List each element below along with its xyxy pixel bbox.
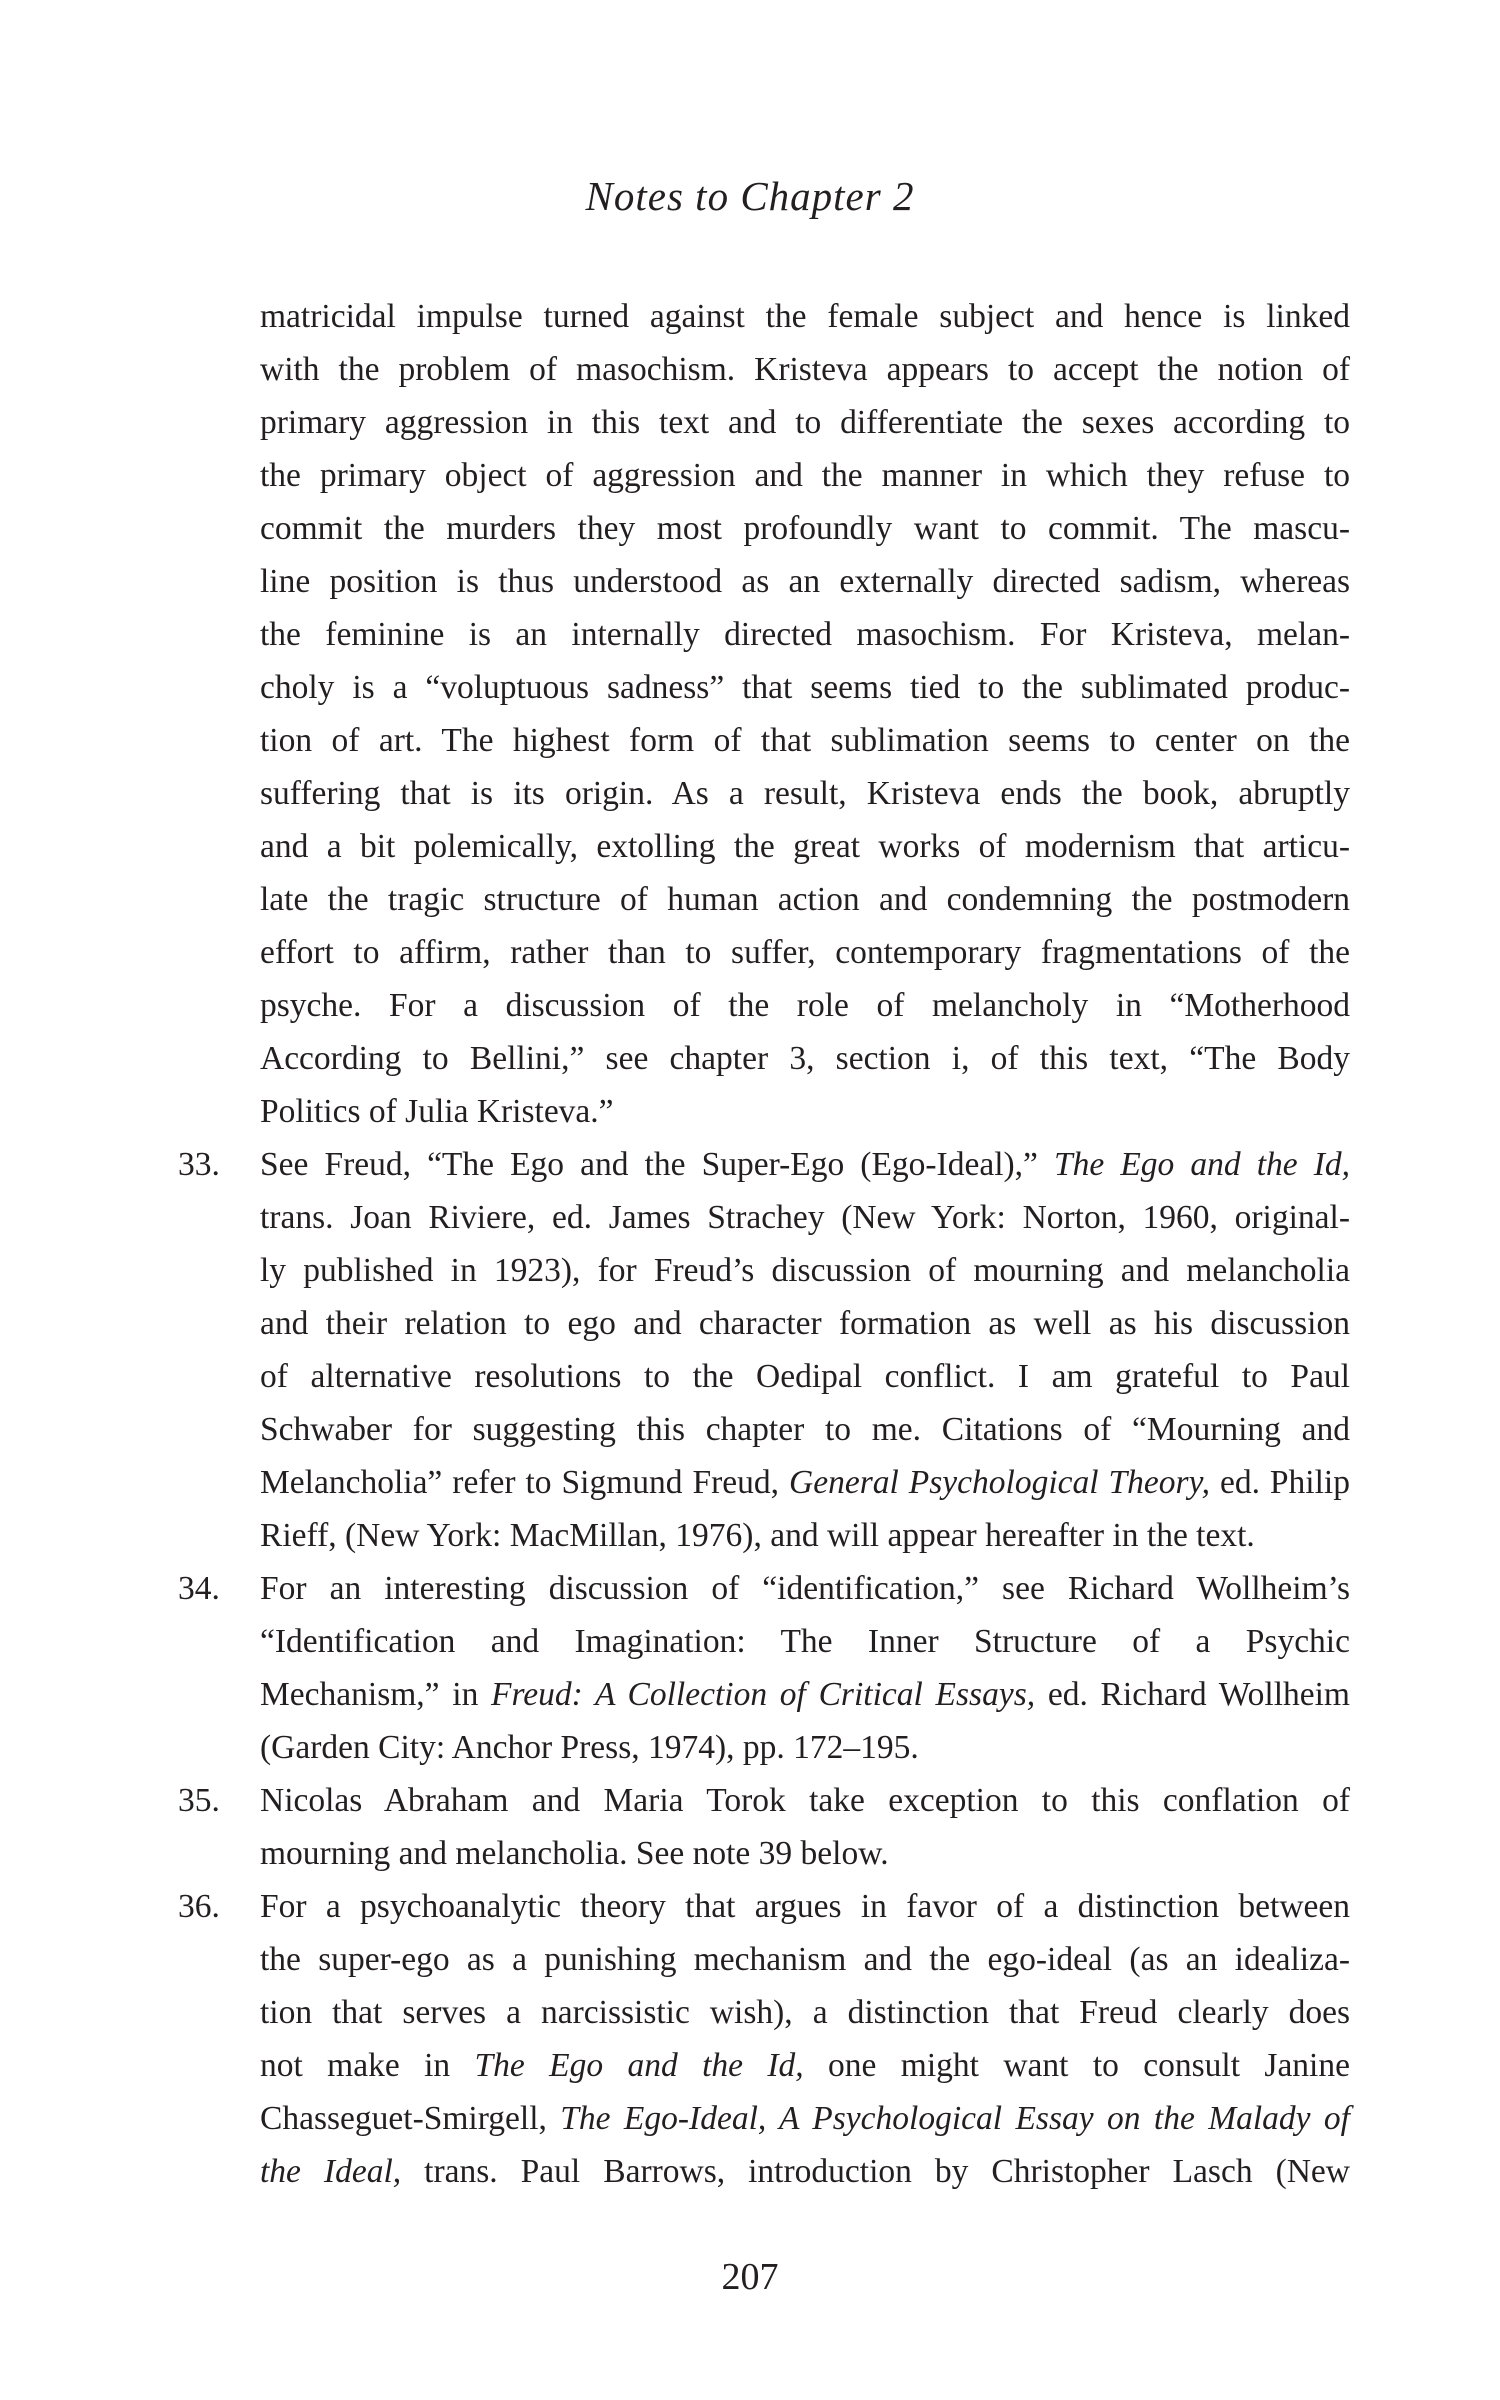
text-line: the primary object of aggression and the manner in which they refuse to — [260, 457, 1350, 494]
book-title: General Psychological Theory, — [789, 1464, 1210, 1501]
text-line — [260, 2145, 1350, 2198]
text-line: Rieff, (New York: MacMillan, 1976), and will appear hereafter in the text. — [260, 1517, 1255, 1554]
text-line: (Garden City: Anchor Press, 1974), pp. 172–195. — [260, 1729, 919, 1766]
text-line — [260, 1456, 1350, 1509]
text-run: For a psychoanalytic theory that argues in favor of a distinction between — [260, 1888, 1350, 1925]
note-35 — [178, 1774, 1350, 1880]
text-line: and their relation to ego and character formation as well as his discussion — [260, 1305, 1350, 1342]
note-33 — [178, 1138, 1350, 1562]
text-line: choly is a “voluptuous sadness” that seems tied to the sublimated produc- — [260, 669, 1350, 706]
text-line: effort to affirm, rather than to suffer, contemporary fragmentations of the — [260, 934, 1350, 971]
book-title: the Ideal, — [260, 2153, 402, 2190]
text-line: commit the murders they most profoundly want to commit. The mascu- — [260, 510, 1350, 547]
text-line: “Identification and Imagination: The Inner Structure of a Psychic — [260, 1623, 1350, 1660]
text-line — [178, 1774, 1350, 1827]
book-title: The Ego-Ideal, A Psychological Essay on the Malady of — [560, 2100, 1350, 2137]
running-head: Notes to Chapter 2 — [585, 173, 915, 219]
text-line: mourning and melancholia. See note 39 below. — [260, 1835, 889, 1872]
text-line — [178, 1880, 1350, 1933]
text-line — [178, 1562, 1350, 1615]
note-number: 34. — [178, 1570, 220, 1607]
text-line: late the tragic structure of human action and condemning the postmodern — [260, 881, 1350, 918]
text-line: According to Bellini,” see chapter 3, section i, of this text, “The Body — [260, 1040, 1350, 1077]
text-line: trans. Joan Riviere, ed. James Strachey (New York: Norton, 1960, original- — [260, 1199, 1350, 1236]
text-run: ed. Philip — [1209, 1464, 1350, 1501]
note-number: 36. — [178, 1888, 220, 1925]
text-run: ed. Richard Wollheim — [1035, 1676, 1350, 1713]
text-line — [260, 1668, 1350, 1721]
text-line: with the problem of masochism. Kristeva appears to accept the notion of — [260, 351, 1350, 388]
note-32-continuation — [260, 290, 1350, 1138]
text-line: primary aggression in this text and to differentiate the sexes according to — [260, 404, 1350, 441]
page-number: 207 — [721, 2256, 779, 2298]
book-title: The Ego and the Id, — [474, 2047, 804, 2084]
text-line: ly published in 1923), for Freud’s discussion of mourning and melancholia — [260, 1252, 1350, 1289]
text-line: Politics of Julia Kristeva.” — [260, 1093, 614, 1130]
note-number: 35. — [178, 1782, 220, 1819]
text-line — [260, 2039, 1350, 2092]
note-34 — [178, 1562, 1350, 1774]
book-title: Freud: A Collection of Critical Essays, — [491, 1676, 1036, 1713]
text-line: tion of art. The highest form of that sublimation seems to center on the — [260, 722, 1350, 759]
text-line: of alternative resolutions to the Oedipal conflict. I am grateful to Paul — [260, 1358, 1350, 1395]
note-36 — [178, 1880, 1350, 2198]
text-run: For an interesting discussion of “identification,” see Richard Wollheim’s — [260, 1570, 1350, 1607]
text-run: Melancholia” refer to Sigmund Freud, — [260, 1464, 790, 1501]
note-number: 33. — [178, 1146, 220, 1183]
text-line: Schwaber for suggesting this chapter to me. Citations of “Mourning and — [260, 1411, 1350, 1448]
text-run: Mechanism,” in — [260, 1676, 492, 1713]
text-line: tion that serves a narcissistic wish), a distinction that Freud clearly does — [260, 1994, 1350, 2031]
text-run: Nicolas Abraham and Maria Torok take exception to this conflation of — [260, 1782, 1350, 1819]
text-run: Chasseguet-Smirgell, — [260, 2100, 561, 2137]
text-line: and a bit polemically, extolling the great works of modernism that articu- — [260, 828, 1350, 865]
book-title: The Ego and the Id, — [1054, 1146, 1350, 1183]
text-run: See Freud, “The Ego and the Super-Ego (Ego-Ideal),” — [260, 1146, 1054, 1183]
text-line: line position is thus understood as an externally directed sadism, whereas — [260, 563, 1350, 600]
text-line: psyche. For a discussion of the role of melancholy in “Motherhood — [260, 987, 1350, 1024]
text-run: not make in — [260, 2047, 475, 2084]
endnotes-body — [178, 290, 1350, 2198]
text-run: trans. Paul Barrows, introduction by Christopher Lasch (New — [401, 2153, 1350, 2190]
text-line: matricidal impulse turned against the female subject and hence is linked — [260, 298, 1350, 335]
text-line: suffering that is its origin. As a result, Kristeva ends the book, abruptly — [260, 775, 1350, 812]
text-line — [178, 1138, 1350, 1191]
text-run: one might want to consult Janine — [803, 2047, 1350, 2084]
text-line — [260, 2092, 1350, 2145]
text-line: the feminine is an internally directed masochism. For Kristeva, melan- — [260, 616, 1350, 653]
text-line: the super-ego as a punishing mechanism and the ego-ideal (as an idealiza- — [260, 1941, 1350, 1978]
